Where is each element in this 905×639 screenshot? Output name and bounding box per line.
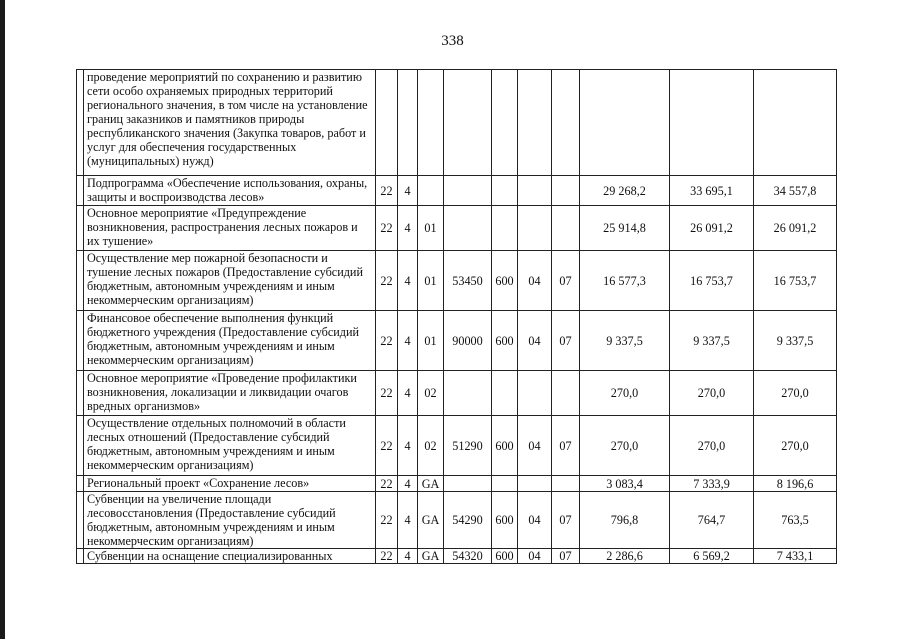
amount-year-2: 9 337,5 [670, 311, 754, 371]
amount-year-2: 16 753,7 [670, 251, 754, 311]
code-expense-type: 600 [492, 549, 518, 564]
code-om: GA [418, 492, 444, 549]
code-gp: 22 [376, 416, 398, 476]
code-direction: 53450 [444, 251, 492, 311]
page-number: 338 [441, 33, 464, 49]
margin-cell [77, 416, 84, 476]
amount-year-3 [754, 70, 837, 176]
code-expense-type: 600 [492, 251, 518, 311]
table-row [77, 251, 837, 311]
amount-year-1: 25 914,8 [580, 206, 670, 251]
amount-year-1: 16 577,3 [580, 251, 670, 311]
code-gp: 22 [376, 476, 398, 492]
margin-cell [77, 476, 84, 492]
code-direction: 51290 [444, 416, 492, 476]
code-section: 04 [518, 549, 552, 564]
code-gp: 22 [376, 311, 398, 371]
amount-year-2: 270,0 [670, 416, 754, 476]
table-row [77, 206, 837, 251]
code-pp: 4 [398, 311, 418, 371]
margin-cell [77, 251, 84, 311]
code-subsection [552, 476, 580, 492]
code-subsection: 07 [552, 251, 580, 311]
amount-year-3: 270,0 [754, 371, 837, 416]
margin-cell [77, 176, 84, 206]
code-pp: 4 [398, 206, 418, 251]
budget-table [76, 69, 837, 564]
amount-year-2 [670, 70, 754, 176]
code-expense-type [492, 371, 518, 416]
amount-year-2: 26 091,2 [670, 206, 754, 251]
amount-year-1: 2 286,6 [580, 549, 670, 564]
amount-year-3: 16 753,7 [754, 251, 837, 311]
code-direction [444, 70, 492, 176]
code-subsection: 07 [552, 549, 580, 564]
table-row [77, 176, 837, 206]
code-direction: 54320 [444, 549, 492, 564]
code-expense-type [492, 70, 518, 176]
row-name: Осуществление отдельных полномочий в области лесных отношений (Предоставление субсидий бюджетным, автономным учреждениям и иным некоммерческим организациям) [84, 416, 376, 476]
code-om: 01 [418, 251, 444, 311]
row-name: Основное мероприятие «Проведение профилактики возникновения, локализации и ликвидации очагов вредных организмов» [84, 371, 376, 416]
row-name: Осуществление мер пожарной безопасности и тушение лесных пожаров (Предоставление субсидий бюджетным, автономным учреждениям и иным некоммерческим организациям) [84, 251, 376, 311]
amount-year-2: 764,7 [670, 492, 754, 549]
code-om: 02 [418, 416, 444, 476]
code-om: GA [418, 476, 444, 492]
margin-cell [77, 206, 84, 251]
row-name: Субвенции на оснащение специализированных [84, 549, 376, 564]
code-subsection: 07 [552, 311, 580, 371]
code-pp: 4 [398, 176, 418, 206]
code-subsection [552, 70, 580, 176]
amount-year-1: 796,8 [580, 492, 670, 549]
row-name: проведение мероприятий по сохранению и развитию сети особо охраняемых природных территорий регионального значения, в том числе на установление границ заказников и памятников природы республиканского значения (Закупка товаров, работ и услуг для обеспечения государственных (муниципальных) нужд) [84, 70, 376, 176]
margin-cell [77, 549, 84, 564]
row-name: Региональный проект «Сохранение лесов» [84, 476, 376, 492]
amount-year-1: 9 337,5 [580, 311, 670, 371]
code-gp: 22 [376, 371, 398, 416]
amount-year-3: 8 196,6 [754, 476, 837, 492]
code-direction [444, 371, 492, 416]
scan-edge [0, 0, 5, 639]
code-section [518, 176, 552, 206]
code-expense-type: 600 [492, 492, 518, 549]
code-pp: 4 [398, 549, 418, 564]
code-pp: 4 [398, 371, 418, 416]
code-section [518, 476, 552, 492]
amount-year-3: 9 337,5 [754, 311, 837, 371]
code-gp: 22 [376, 549, 398, 564]
code-gp: 22 [376, 176, 398, 206]
code-gp: 22 [376, 251, 398, 311]
table-row [77, 416, 837, 476]
code-gp: 22 [376, 492, 398, 549]
code-subsection: 07 [552, 416, 580, 476]
code-subsection [552, 176, 580, 206]
amount-year-1: 3 083,4 [580, 476, 670, 492]
code-om: GA [418, 549, 444, 564]
amount-year-3: 270,0 [754, 416, 837, 476]
code-subsection [552, 206, 580, 251]
code-section [518, 206, 552, 251]
margin-cell [77, 70, 84, 176]
code-om [418, 70, 444, 176]
table-row [77, 70, 837, 176]
row-name: Подпрограмма «Обеспечение использования, охраны, защиты и воспроизводства лесов» [84, 176, 376, 206]
code-expense-type [492, 476, 518, 492]
row-name: Основное мероприятие «Предупреждение возникновения, распространения лесных пожаров и их тушение» [84, 206, 376, 251]
code-pp: 4 [398, 416, 418, 476]
table-row [77, 492, 837, 549]
amount-year-3: 7 433,1 [754, 549, 837, 564]
amount-year-2: 7 333,9 [670, 476, 754, 492]
code-subsection: 07 [552, 492, 580, 549]
table-row [77, 476, 837, 492]
code-expense-type: 600 [492, 416, 518, 476]
code-section: 04 [518, 416, 552, 476]
code-direction [444, 206, 492, 251]
code-om [418, 176, 444, 206]
margin-cell [77, 371, 84, 416]
amount-year-2: 33 695,1 [670, 176, 754, 206]
code-pp: 4 [398, 251, 418, 311]
table-row [77, 371, 837, 416]
amount-year-1: 270,0 [580, 371, 670, 416]
table-row [77, 311, 837, 371]
code-gp [376, 70, 398, 176]
code-section: 04 [518, 251, 552, 311]
code-section [518, 70, 552, 176]
table-row [77, 549, 837, 564]
code-section [518, 371, 552, 416]
code-direction: 54290 [444, 492, 492, 549]
code-om: 02 [418, 371, 444, 416]
code-direction [444, 176, 492, 206]
amount-year-3: 34 557,8 [754, 176, 837, 206]
amount-year-1: 270,0 [580, 416, 670, 476]
code-gp: 22 [376, 206, 398, 251]
code-section: 04 [518, 492, 552, 549]
amount-year-1 [580, 70, 670, 176]
code-subsection [552, 371, 580, 416]
margin-cell [77, 492, 84, 549]
code-om: 01 [418, 311, 444, 371]
code-om: 01 [418, 206, 444, 251]
code-pp [398, 70, 418, 176]
code-direction: 90000 [444, 311, 492, 371]
code-direction [444, 476, 492, 492]
code-section: 04 [518, 311, 552, 371]
amount-year-2: 6 569,2 [670, 549, 754, 564]
code-pp: 4 [398, 492, 418, 549]
row-name: Субвенции на увеличение площади лесовосстановления (Предоставление субсидий бюджетным, автономным учреждениям и иным некоммерческим организациям) [84, 492, 376, 549]
amount-year-3: 763,5 [754, 492, 837, 549]
row-name: Финансовое обеспечение выполнения функций бюджетного учреждения (Предоставление субсидий бюджетным, автономным учреждениям и иным некоммерческим организациям) [84, 311, 376, 371]
code-expense-type [492, 176, 518, 206]
code-expense-type [492, 206, 518, 251]
code-pp: 4 [398, 476, 418, 492]
amount-year-2: 270,0 [670, 371, 754, 416]
amount-year-3: 26 091,2 [754, 206, 837, 251]
amount-year-1: 29 268,2 [580, 176, 670, 206]
margin-cell [77, 311, 84, 371]
code-expense-type: 600 [492, 311, 518, 371]
